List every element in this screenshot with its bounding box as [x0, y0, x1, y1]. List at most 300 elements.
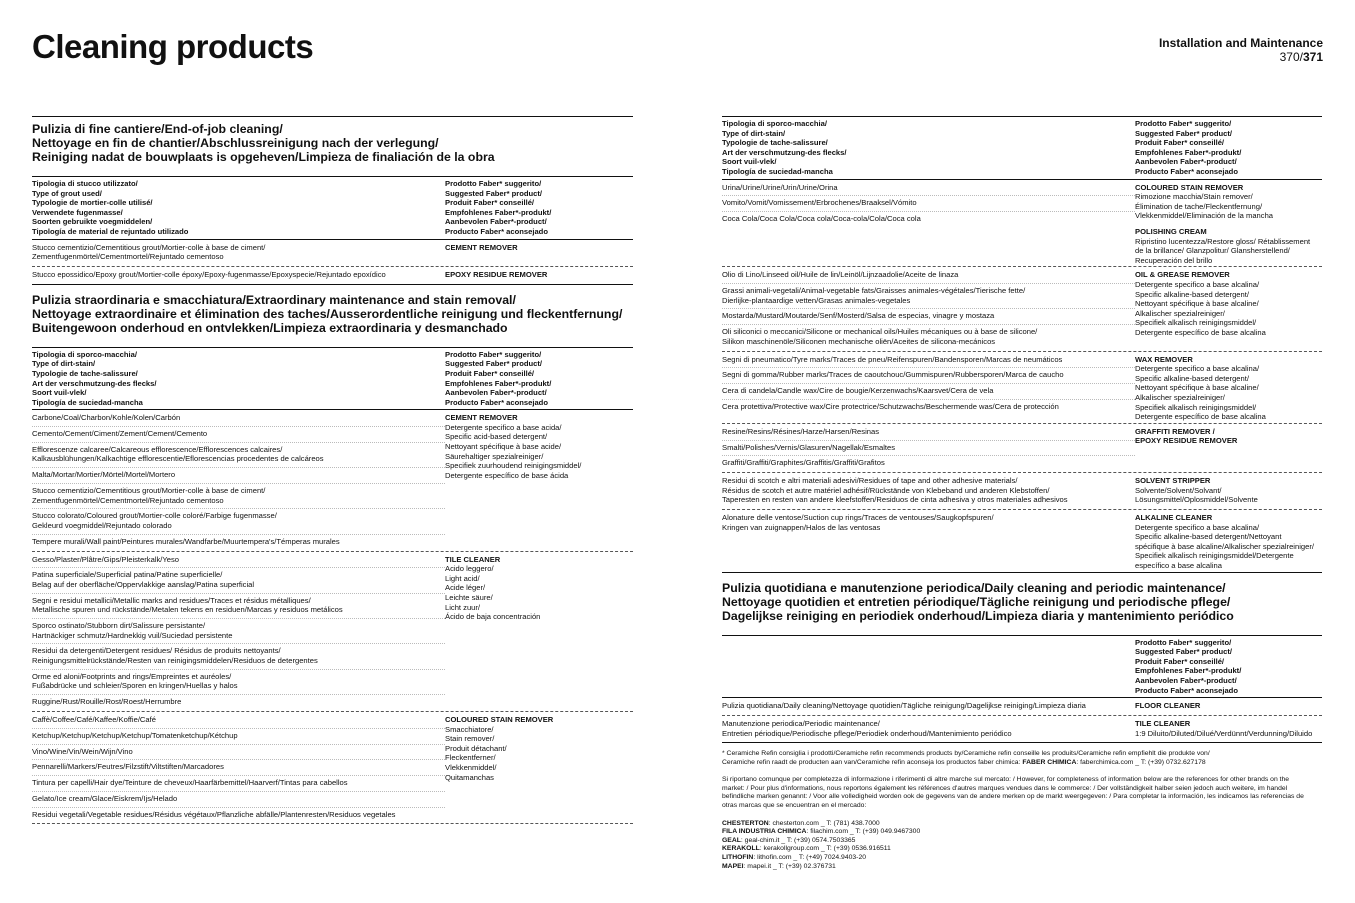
product-cell: [1135, 511, 1322, 571]
list-item: [32, 760, 445, 776]
contact-info: : chesterton.com _ T: (781) 438.7000: [768, 819, 880, 827]
item-line: Segni di gomma/Rubber marks/Traces de caoutchouc/Gummispuren/Rubbersporen/Marca de caucho: [722, 370, 1064, 380]
footnote-line: Ceramiche refin raadt de producten aan van/Ceramiche refin aconseja los productos faber chimica:: [722, 758, 1023, 766]
product-desc: Detergente specifico a base alcalina/: [1135, 522, 1260, 532]
product-name: GRAFFITI REMOVER /: [1135, 426, 1215, 436]
stain-list: [32, 553, 445, 710]
header-product: [445, 179, 633, 237]
list-item: [32, 268, 445, 283]
footnotes: [722, 750, 1322, 880]
product-desc: Detergente específico de base ácida: [445, 470, 569, 480]
list-item: [32, 411, 445, 427]
contacts-list: [722, 820, 1322, 872]
header-line: Soort vuil-vlek/: [722, 157, 777, 167]
header-line: Empfohlenes Faber*-produkt/: [1135, 666, 1242, 676]
stain-list: [722, 474, 1135, 508]
list-item: [32, 619, 445, 644]
product-desc: Specifiek alkalisch reinigingsmiddel/Detergente: [1135, 551, 1294, 561]
footnote-line: * Ceramiche Refin consiglia i prodotti/Ceramiche refin recommends products by/Ceramiche refin conseille les produits/Ceramiche refin empfiehlt die produkte von/: [722, 750, 1210, 757]
product-cell: [445, 713, 633, 822]
item-line: Efflorescenze calcaree/Calcareous efflorescence/Efflorescences calcaires/: [32, 444, 283, 454]
list-item: [722, 309, 1135, 325]
product-cell: [445, 411, 633, 549]
section-title: [722, 581, 1322, 627]
item-line: Coca Cola/Coca Cola/Coca cola/Coca-cola/Cola/Coca cola: [722, 214, 921, 224]
list-item: [32, 509, 445, 534]
table-group: [722, 180, 1322, 268]
section-title-line: Dagelijkse reiniging en periodiek onderhoud/Limpieza diaria y mantenimiento periódico: [722, 608, 1234, 623]
contact-info: : geal-chim.it _ T: (+39) 0574.7503365: [740, 836, 856, 844]
product-name: OIL & GREASE REMOVER: [1135, 270, 1230, 280]
item-line: Kringen van zuignappen/Halos de las ventosas: [722, 522, 881, 532]
list-item: [32, 427, 445, 443]
stain-list: [722, 511, 1135, 571]
item-line: Zementfugenmörtel/Cementmortel/Rejuntado cementoso: [32, 495, 224, 505]
list-item: [722, 511, 1135, 535]
table-group: [32, 552, 633, 712]
header-line: Prodotto Faber* suggerito/: [445, 349, 542, 359]
product-desc: Licht zuur/: [445, 602, 481, 612]
header-dirt-type: [722, 119, 1135, 177]
contact-info: : mapei.it _ T: (+39) 02.376731: [743, 862, 836, 870]
header-line: Verwendete fugenmasse/: [32, 207, 123, 217]
right-column: [722, 116, 1322, 743]
product-desc: Specifiek alkalisch reinigingsmiddel/: [1135, 402, 1257, 412]
product-desc: Detergente específico de base alcalina: [1135, 327, 1266, 337]
list-item: [722, 325, 1135, 349]
header-line: Producto Faber* aconsejado: [445, 397, 548, 407]
product-desc: Detergente specifico a base alcalina/: [1135, 279, 1260, 289]
header-line: Typologie de tache-salissure/: [722, 138, 828, 148]
item-line: Malta/Mortar/Mortier/Mörtel/Mortel/Mortero: [32, 470, 176, 480]
item-line: Orme ed aloni/Footprints and rings/Empreintes et auréoles/: [32, 671, 232, 681]
header-dirt-type: [32, 350, 445, 408]
header-line: Empfohlenes Faber*-produkt/: [445, 207, 552, 217]
list-item: [722, 196, 1135, 212]
header-line: Suggested Faber* product/: [1135, 647, 1233, 657]
product-name: TILE CLEANER: [445, 554, 501, 564]
contact-name: MAPEI: [722, 862, 744, 870]
contact-entry: [722, 837, 1322, 846]
table-group: [32, 410, 633, 551]
header-line: Tipologia di sporco-macchia/: [722, 119, 827, 128]
product-name: ALKALINE CLEANER: [1135, 513, 1213, 523]
table-group: [32, 712, 633, 824]
table-group: [32, 240, 633, 267]
header-line: Prodotto Faber* suggerito/: [445, 179, 542, 188]
footnote-line: befindliche marken genannt: / Voor alle volledigheid worden ook de gegevens van de andere merken op de markt weergegeven: / Para completar la información, les indicamos las referencias de: [722, 793, 1304, 801]
product-name: TILE CLEANER: [1135, 719, 1191, 728]
item-line: Hartnäckiger schmutz/Hardnekkig vuil/Suciedad persistente: [32, 630, 233, 640]
product-name: EPOXY RESIDUE REMOVER: [445, 269, 548, 279]
header-dirt-type: [722, 638, 1135, 696]
header-line: Producto Faber* aconsejado: [445, 226, 548, 236]
item-line: Taperesten en resten van andere kleefstoffen/Residuos de cinta adhesiva y otros materiales adhesivos: [722, 495, 1068, 505]
header-line: Suggested Faber* product/: [445, 188, 543, 198]
item-line: Carbone/Coal/Charbon/Kohle/Kolen/Carbón: [32, 413, 181, 423]
item-line: Résidus de scotch et autre matériel adhésif/Rückstände von Klebeband und anderen Klebstoffen/: [722, 485, 1050, 495]
page-number: [1159, 50, 1323, 64]
table-row: [722, 698, 1322, 716]
section-title-line: Pulizia quotidiana e manutenzione periodica/Daily cleaning and periodic maintenance/: [722, 580, 1226, 595]
item-line: Cemento/Cement/Ciment/Zement/Cement/Cemento: [32, 429, 208, 439]
cleaning-type: [722, 717, 1135, 741]
header-line: Soort vuil-vlek/: [32, 388, 87, 398]
product-desc: Quitamanchas: [445, 772, 494, 782]
list-item: [32, 713, 445, 729]
header-line: Suggested Faber* product/: [445, 359, 543, 369]
left-column: [32, 116, 633, 824]
footnote-other-brands: [722, 776, 1322, 810]
stain-list: [722, 353, 1135, 422]
product-desc: Ácido de baja concentración: [445, 612, 541, 622]
product-desc: Detergente specifico a base acida/: [445, 422, 562, 432]
contact-entry: [722, 820, 1322, 829]
footnote-line: Si riportano comunque per completezza di informazione i riferimenti di altre marche sul mercato: / However, for completeness of information below are the references for other brands on the: [722, 776, 1290, 784]
item-line: Cera di candela/Candle wax/Cire de bougie/Kerzenwachs/Kaarsvet/Cera de vela: [722, 386, 994, 396]
contact-entry: [722, 828, 1322, 837]
table-group: [722, 473, 1322, 510]
stain-list: [722, 268, 1135, 349]
product-desc: Produit détachant/: [445, 743, 507, 753]
list-item: [722, 384, 1135, 400]
cleaning-type: [722, 699, 1135, 714]
list-item: [32, 792, 445, 808]
list-item: [722, 425, 1135, 441]
item-line: Mostarda/Mustard/Moutarde/Senf/Mosterd/Salsa de especias, vinagre y mostaza: [722, 311, 995, 321]
stain-list: [32, 411, 445, 549]
product-cell: [445, 241, 633, 265]
section-title-line: Nettoyage extraordinaire et élimination des taches/Ausserordentliche reinigung und fleckentfernung/: [32, 306, 623, 321]
header-line: Aanbevolen Faber*-product/: [1135, 676, 1237, 686]
product-desc: Ripristino lucentezza/Restore gloss/ Rétablissement: [1135, 236, 1311, 246]
product-desc: Recuperación del brillo: [1135, 255, 1213, 265]
header-line: Type of grout used/: [32, 188, 102, 198]
product-name: EPOXY RESIDUE REMOVER: [1135, 436, 1238, 446]
table-header: [722, 116, 1322, 180]
list-item: [32, 695, 445, 710]
product-cell: [1135, 699, 1322, 714]
header-line: Produit Faber* conseillé/: [445, 198, 535, 208]
header-product: [445, 350, 633, 408]
item-line: Tempere murali/Wall paint/Peintures murales/Wandfarbe/Muurtempera's/Témperas murales: [32, 536, 340, 546]
contact-entry: [722, 854, 1322, 863]
footnote-line: : faberchimica.com _ T: (+39) 0732.627178: [1076, 758, 1206, 766]
item-line: Vino/Wine/Vin/Wein/Wijn/Vino: [32, 746, 133, 756]
header-line: Aanbevolen Faber*-product/: [445, 217, 547, 227]
item-line: Silikon maschinenöle/Siliconen mechanische oliën/Aceites de silicona-mecánicos: [722, 336, 996, 346]
item-line: Belag auf der oberfläche/Oppervlakkige aanslag/Patina superficial: [32, 579, 255, 589]
product-name: WAX REMOVER: [1135, 354, 1193, 364]
product-desc: Solvente/Solvent/Solvant/: [1135, 485, 1222, 495]
header-line: Aanbevolen Faber*-product/: [1135, 157, 1237, 167]
item-line: Gesso/Plaster/Plâtre/Gips/Pleisterkalk/Yeso: [32, 554, 180, 564]
list-item: [32, 776, 445, 792]
header-line: Producto Faber* aconsejado: [1135, 685, 1238, 695]
header-line: Art der verschmutzung-des flecks/: [32, 378, 157, 388]
product-name: CEMENT REMOVER: [445, 242, 518, 252]
contact-info: : filachim.com _ T: (+39) 049.9467300: [806, 828, 921, 836]
header-dirt-type: [32, 179, 445, 237]
item-line: Zementfugenmörtel/Cementmortel/Rejuntado cementoso: [32, 252, 224, 262]
item-line: Kalkausblühungen/Kalkachtige efflorescentie/Eflorescencias procedentes de calcáreos: [32, 454, 324, 464]
list-item: [32, 468, 445, 484]
header-line: Prodotto Faber* suggerito/: [1135, 119, 1232, 128]
header-line: Typologie de tache-salissure/: [32, 368, 138, 378]
header-line: Type of dirt-stain/: [722, 128, 786, 138]
header-line: Tipologia di sporco-macchia/: [32, 349, 137, 359]
header-line: Tipología de suciedad-mancha: [32, 397, 143, 407]
item-line: Sporco ostinato/Stubborn dirt/Salissure persistante/: [32, 621, 206, 631]
contact-info: : kerakollgroup.com _ T: (+39) 0536.916511: [759, 845, 891, 853]
list-item: [722, 353, 1135, 369]
product-desc: Smacchiatore/: [445, 724, 494, 734]
list-item: [32, 745, 445, 761]
product-desc: Nettoyant spécifique à base alcaline/: [1135, 299, 1259, 309]
header-line: Type of dirt-stain/: [32, 359, 96, 369]
product-cell: [1135, 474, 1322, 508]
product-desc: Acide léger/: [445, 583, 486, 593]
contact-entry: [722, 845, 1322, 854]
item-line: Resine/Resins/Résines/Harze/Harsen/Resinas: [722, 426, 880, 436]
product-desc: Light acid/: [445, 573, 480, 583]
item-line: Gelato/Ice cream/Glace/Eiskrem/Ijs/Helado: [32, 793, 178, 803]
item-line: Urina/Urine/Urine/Urin/Urine/Orina: [722, 182, 838, 192]
product-desc: Nettoyant spécifique à base acide/: [445, 442, 562, 452]
item-line: Grassi animali-vegetali/Animal-vegetable fats/Graisses animales-végétales/Tierische fette/: [722, 286, 1026, 296]
footnote-line: market: / Pour plus d'informations, nous reportons également les références d'autres marques vendues dans le commerce: / Der vollständigkeit halber seien jedoch auch weitere, im handel: [722, 784, 1288, 792]
item-line: Residui da detergenti/Detergent residues/ Résidus de produits nettoyants/: [32, 646, 281, 656]
item-line: Olio di Lino/Linseed oil/Huile de lin/Leinöl/Lijnzaadolie/Aceite de linaza: [722, 270, 959, 280]
item-line: Caffè/Coffee/Café/Kaffee/Koffie/Café: [32, 714, 156, 724]
product-desc: Leichte säure/: [445, 592, 493, 602]
product-desc: Alkalischer spezialreiniger/: [1135, 308, 1225, 318]
product-desc: Specifiek alkalisch reinigingsmiddel/: [1135, 318, 1257, 328]
product-desc: 1:9 Diluito/Diluted/Dilué/Verdünnt/Verdunning/Diluido: [1135, 728, 1313, 738]
product-desc: Acido leggero/: [445, 564, 494, 574]
list-item: [722, 400, 1135, 415]
product-desc: spécifique à base alcaline/Alkalischer spezialreiniger/: [1135, 541, 1314, 551]
product-name: COLOURED STAIN REMOVER: [1135, 182, 1244, 192]
section-title-line: Reiniging nadat de bouwplaats is opgeheven/Limpieza de finaliación de la obra: [32, 150, 495, 164]
header-line: Suggested Faber* product/: [1135, 128, 1233, 138]
contact-name: LITHOFIN: [722, 853, 754, 861]
product-cell: [1135, 181, 1322, 266]
list-item: [722, 368, 1135, 384]
section-title-line: Pulizia straordinaria e smacchiatura/Extraordinary maintenance and stain removal/: [32, 292, 516, 307]
header-line: Tipología de material de rejuntado utilizado: [32, 226, 189, 236]
product-block: [1135, 427, 1322, 446]
item-line: Metallische spuren und rückstände/Metalen tekens en residuen/Marcas y residuos metálicos: [32, 605, 343, 615]
item-line: Dierlijke-plantaardige vetten/Grasas animales-vegetales: [722, 295, 911, 305]
item-line: Gekleurd voegmiddel/Rejuntado colorado: [32, 520, 172, 530]
product-desc: específico a base alcalina: [1135, 561, 1222, 571]
list-item: [722, 212, 1135, 227]
product-cell: [445, 553, 633, 710]
product-desc: Specific alkaline-based detergent/Nettoyant: [1135, 532, 1282, 542]
header-line: Tipologia di stucco utilizzato/: [32, 179, 138, 188]
header-line: Produit Faber* conseillé/: [1135, 656, 1225, 666]
brand-name: FABER CHIMICA: [1022, 758, 1077, 766]
table-header: [32, 347, 633, 411]
stain-list: [32, 241, 445, 265]
item-line: Reinigungsmittelrückstände/Resten van reinigingsmiddelen/Residuos de detergentes: [32, 656, 318, 666]
contact-name: FILA INDUSTRIA CHIMICA: [722, 828, 807, 836]
table-group: [722, 510, 1322, 573]
item-line: Pulizia quotidiana/Daily cleaning/Nettoyage quotidien/Tägliche reinigung/Dagelijkse reiniging/Limpieza diaria: [722, 701, 1086, 711]
product-cell: [1135, 717, 1322, 741]
product-desc: Nettoyant spécifique à base alcaline/: [1135, 383, 1259, 393]
item-line: Entretien périodique/Periodische pflege/Periodiek onderhoud/Mantenimiento periódico: [722, 728, 1012, 738]
item-line: Patina superficiale/Superficial patina/Patine superficielle/: [32, 570, 223, 580]
product-name: CEMENT REMOVER: [445, 413, 518, 423]
page-number-prev: 370/: [1279, 50, 1303, 64]
section-title-line: Pulizia di fine cantiere/End-of-job cleaning/: [32, 122, 283, 136]
product-desc: Alkalischer spezialreiniger/: [1135, 393, 1225, 402]
stain-list: [722, 181, 1135, 266]
item-line: Alonature delle ventose/Suction cup rings/Traces de ventouses/Saugkopfspuren/: [722, 513, 994, 523]
contact-name: KERAKOLL: [722, 845, 760, 853]
product-desc: Detergente specifico a base alcalina/: [1135, 364, 1260, 374]
product-desc: Élimination de tache/Fleckentfernung/: [1135, 201, 1263, 211]
item-line: Stucco cementizio/Cementitious grout/Mortier-colle à base de ciment/: [32, 242, 266, 252]
header-line: Prodotto Faber* suggerito/: [1135, 637, 1232, 647]
product-desc: Stain remover/: [445, 734, 495, 744]
product-name: FLOOR CLEANER: [1135, 701, 1201, 711]
table-group: [722, 352, 1322, 424]
item-line: Segni di pneumatico/Tyre marks/Traces de pneu/Reifenspuren/Bandensporen/Marcas de neumáticos: [722, 354, 1063, 364]
section-title-line: Buitengewoon onderhoud en ontvlekken/Limpieza extraordinaria y desmanchado: [32, 320, 508, 335]
header-line: Empfohlenes Faber*-produkt/: [1135, 147, 1242, 157]
list-item: [722, 717, 1135, 741]
header-line: Produit Faber* conseillé/: [445, 368, 535, 378]
header-line: Producto Faber* aconsejado: [1135, 166, 1238, 176]
item-line: Residui di scotch e altri materiali adesivi/Residues of tape and other adhesive materials/: [722, 476, 1018, 486]
table-group: [32, 267, 633, 285]
item-line: Vomito/Vomit/Vomissement/Erbrochenes/Braaksel/Vómito: [722, 198, 917, 208]
product-cell: [1135, 353, 1322, 422]
product-desc: de la brillance/ Glanzpolitur/ Glansherstellend/: [1135, 246, 1290, 256]
product-block: [1135, 227, 1322, 265]
header-line: Empfohlenes Faber*-produkt/: [445, 378, 552, 388]
list-item: [32, 241, 445, 265]
contact-name: GEAL: [722, 836, 741, 844]
product-name: COLOURED STAIN REMOVER: [445, 714, 554, 724]
page-title: Cleaning products: [32, 28, 314, 65]
list-item: [32, 535, 445, 550]
product-cell: [1135, 425, 1322, 471]
product-block: [1135, 513, 1322, 571]
list-item: [722, 268, 1135, 284]
list-item: [32, 568, 445, 593]
list-item: [32, 644, 445, 669]
item-line: Tintura per capelli/Hair dye/Teinture de cheveux/Haarfärbemittel/Haarverf/Tintas para cabellos: [32, 778, 348, 788]
list-item: [32, 808, 445, 823]
footnote-line: otras marcas que se encuentran en el mercado:: [722, 801, 867, 809]
contact-entry: [722, 863, 1322, 872]
product-block: [1135, 270, 1322, 337]
product-block: [1135, 476, 1322, 505]
item-line: Ketchup/Ketchup/Ketchup/Ketchup/Tomatenketchup/Kétchup: [32, 730, 238, 740]
section-name: Installation and Maintenance: [1158, 36, 1323, 50]
list-item: [32, 484, 445, 509]
item-line: Smalti/Polishes/Vernis/Glasuren/Nagellak/Esmaltes: [722, 442, 896, 452]
product-desc: Vlekkenmiddel/Eliminación de la mancha: [1135, 211, 1274, 221]
page-number-current: 371: [1302, 50, 1323, 64]
product-desc: Specifiek zuurhoudend reinigingsmiddel/: [445, 461, 582, 471]
item-line: Cera protettiva/Protective wax/Cire protectrice/Schutzwachs/Beschermende was/Cera de protección: [722, 401, 1059, 411]
product-desc: Rimozione macchia/Stain remover/: [1135, 192, 1253, 202]
product-name: POLISHING CREAM: [1135, 226, 1207, 236]
page-header-info: [1159, 36, 1323, 64]
section-title-line: Nettoyage en fin de chantier/Abschlussreinigung nach der verlegung/: [32, 136, 439, 150]
item-line: Graffiti/Graffiti/Graphites/Graffitis/Graffiti/Grafitos: [722, 458, 885, 468]
stain-list: [722, 425, 1135, 471]
table-group: [722, 267, 1322, 351]
contact-name: CHESTERTON: [722, 819, 769, 827]
product-name: SOLVENT STRIPPER: [1135, 476, 1211, 486]
stain-list: [32, 268, 445, 283]
product-desc: Specific alkaline-based detergent/: [1135, 373, 1249, 383]
product-cell: [1135, 268, 1322, 349]
list-item: [32, 443, 445, 468]
product-desc: Vlekkenmiddel/: [445, 762, 497, 772]
stain-list: [32, 713, 445, 822]
section-title-line: Nettoyage quotidien et entretien périodique/Tägliche reinigung und periodische pflege/: [722, 594, 1231, 609]
table-row: [722, 716, 1322, 743]
header-line: Soorten gebruikte voegmiddelen/: [32, 217, 153, 227]
item-line: Stucco epossidico/Epoxy grout/Mortier-colle époxy/Epoxy-fugenmasse/Epoxyspecie/Rejuntado epoxídico: [32, 269, 386, 279]
product-block: [1135, 355, 1322, 422]
item-line: Residui vegetali/Vegetable residues/Résidus végétaux/Pflanzliche abfälle/Plantenresten/Residuos vegetales: [32, 809, 396, 819]
list-item: [722, 699, 1135, 714]
list-item: [722, 284, 1135, 309]
item-line: Stucco cementizio/Cementitious grout/Mortier-colle à base de ciment/: [32, 486, 266, 495]
item-line: Pennarelli/Markers/Feutres/Filzstift/Viltstiften/Marcadores: [32, 762, 224, 772]
header-line: Tipología de suciedad-mancha: [722, 166, 833, 176]
header-line: Aanbevolen Faber*-product/: [445, 388, 547, 398]
list-item: [722, 474, 1135, 508]
product-desc: Specific alkaline-based detergent/: [1135, 289, 1249, 299]
header-product: [1135, 638, 1322, 696]
header-line: Produit Faber* conseillé/: [1135, 138, 1225, 148]
product-cell: [445, 268, 633, 283]
item-line: Segni e residui metallici/Metallic marks and residues/Traces et résidus métalliques/: [32, 595, 311, 605]
item-line: Stucco colorato/Coloured grout/Mortier-colle coloré/Farbige fugenmasse/: [32, 511, 277, 521]
product-desc: Lösungsmittel/Oplosmiddel/Solvente: [1135, 495, 1258, 505]
product-desc: Specific acid-based detergent/: [445, 432, 548, 442]
item-line: Manutenzione periodica/Periodic maintenance/: [722, 719, 880, 728]
list-item: [32, 594, 445, 619]
table-header: [722, 635, 1322, 699]
table-header: [32, 176, 633, 240]
contact-info: : lithofin.com _ T: (+49) 7024.9403-20: [753, 853, 867, 861]
list-item: [722, 456, 1135, 471]
section-title: [32, 116, 633, 168]
item-line: Oli siliconici o meccanici/Silicone or mechanical oils/Huiles mécaniques ou à base de silicone/: [722, 327, 1038, 337]
header-line: Art der verschmutzung-des flecks/: [722, 147, 847, 157]
item-line: Fußabdrücke und schleier/Sporen en kringen/Huellas y halos: [32, 681, 238, 691]
footnote-faber: [722, 750, 1322, 767]
list-item: [32, 729, 445, 745]
product-block: [1135, 183, 1322, 221]
header-product: [1135, 119, 1322, 177]
list-item: [722, 181, 1135, 197]
section-title: [32, 293, 633, 339]
list-item: [722, 441, 1135, 457]
header-line: Typologie de mortier-colle utilisé/: [32, 198, 153, 208]
product-desc: Detergente específico de base alcalina: [1135, 412, 1266, 422]
